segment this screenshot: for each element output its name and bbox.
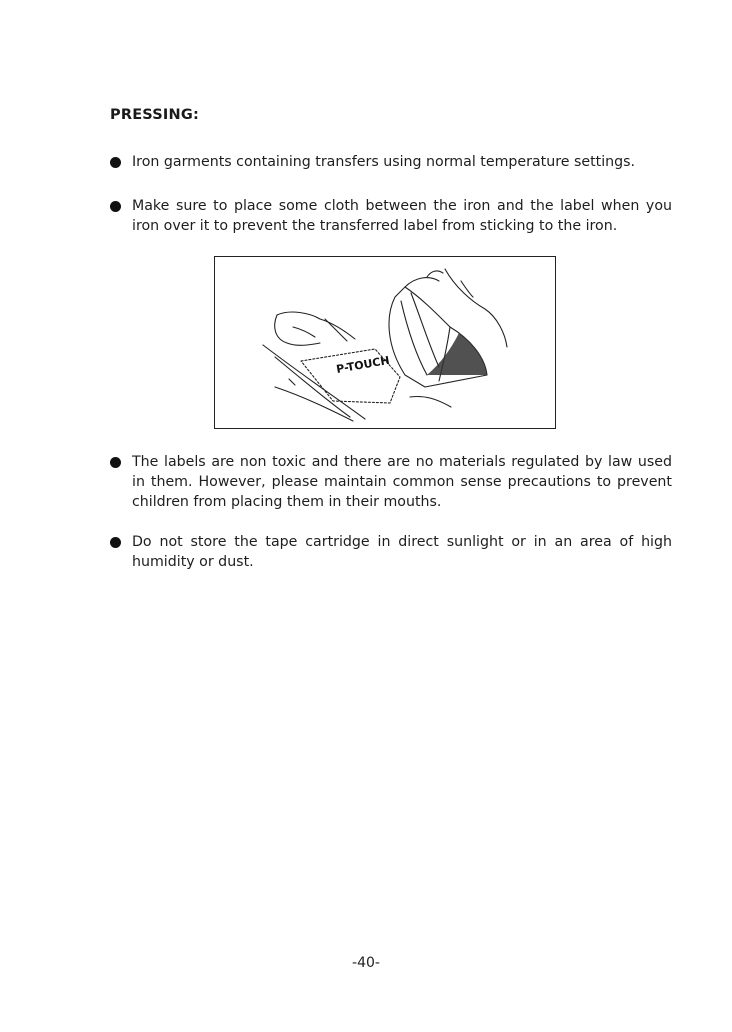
page-number: -40- <box>352 955 380 971</box>
iron-side-line <box>411 293 439 367</box>
label-text: P-TOUCH <box>335 353 391 376</box>
left-hand-thumb <box>275 315 320 345</box>
right-hand-knuckle <box>427 271 443 277</box>
right-hand-finger <box>461 281 473 297</box>
bullet-text: Do not store the tape cartridge in direct sunlight or in an area of high humidity or dust. <box>132 534 672 570</box>
iron-side-line <box>401 301 427 375</box>
bullet-text: Iron garments containing transfers using normal temperature settings. <box>132 154 636 170</box>
bullet-dot-icon <box>110 537 121 548</box>
surface-line <box>275 387 353 421</box>
garment-edge-line <box>263 345 365 419</box>
bullet-text: Make sure to place some cloth between the iron and the label when you iron over it to prevent the transferred label from sticking to the iron. <box>132 198 672 234</box>
bullet-dot-icon <box>110 201 121 212</box>
iron-shadow-shape <box>427 333 487 375</box>
iron-handle-top <box>405 278 439 287</box>
bullet-text: The labels are non toxic and there are no materials regulated by law used in them. However, please maintain common sense precautions to prevent children from placing them in their mouths. <box>132 454 672 510</box>
left-hand-outline <box>277 312 355 339</box>
garment-tick-line <box>289 379 295 385</box>
bullet-dot-icon <box>110 457 121 468</box>
right-hand-outline <box>445 269 507 347</box>
iron-on-label-drawing <box>215 257 555 428</box>
left-hand-finger <box>293 327 315 337</box>
left-hand-cuff <box>325 319 347 341</box>
bullet-dot-icon <box>110 157 121 168</box>
surface-line <box>410 396 451 407</box>
ironing-illustration <box>214 256 556 429</box>
section-heading: PRESSING: <box>110 107 199 123</box>
